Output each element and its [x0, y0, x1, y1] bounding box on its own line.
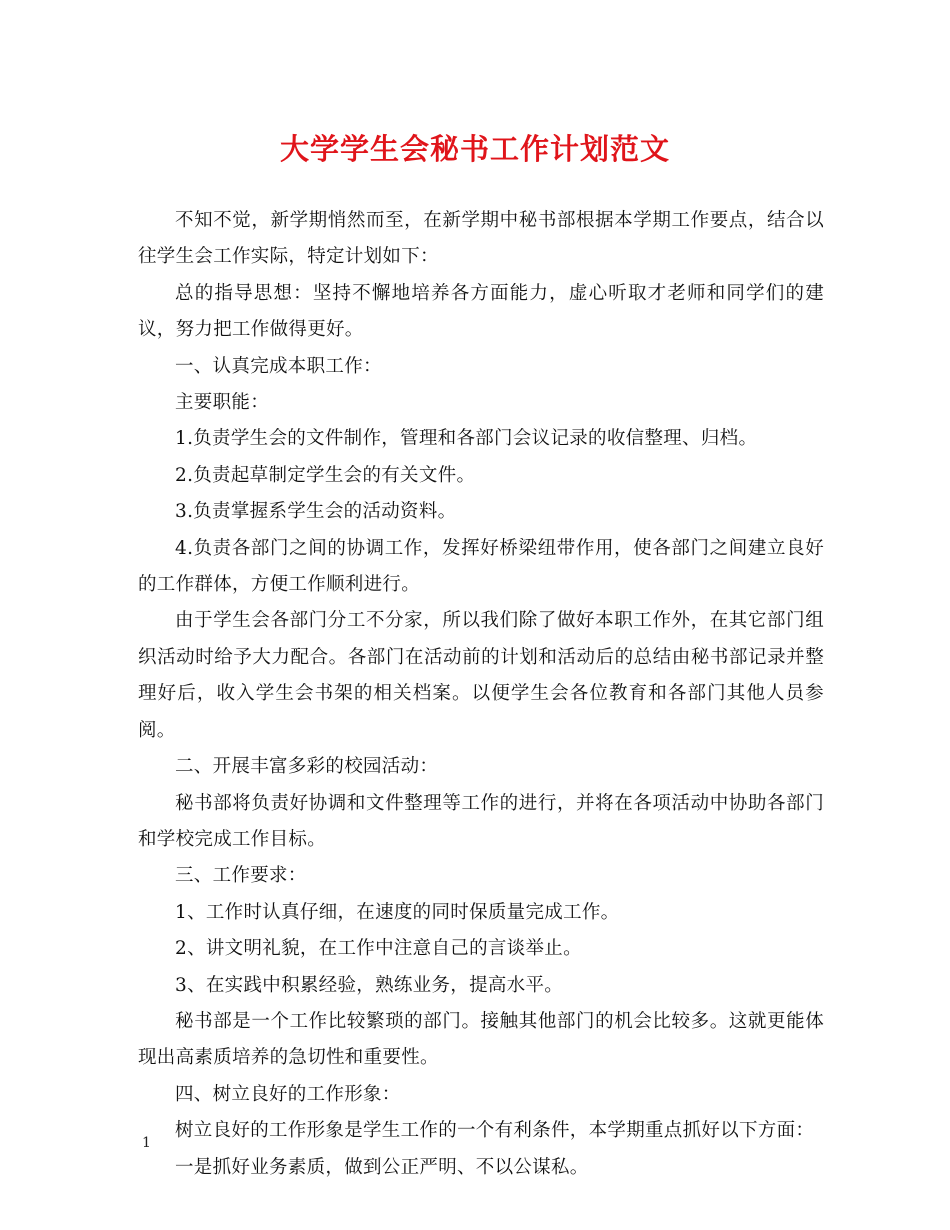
list-item-requirement-2: 2、讲文明礼貌，在工作中注意自己的言谈举止。: [175, 938, 582, 960]
list-item-duty-2: 2.负责起草制定学生会的有关文件。: [175, 464, 476, 486]
paragraph-intro: 不知不觉，新学期悄然而至，在新学期中秘书部根据本学期工作要点，结合以往学生会工作实际，特定计划如下：: [138, 210, 824, 268]
list-item-requirement-1: 1、工作时认真仔细，在速度的同时保质量完成工作。: [175, 901, 620, 923]
list-item-duty-3: 3.负责掌握系学生会的活动资料。: [175, 501, 457, 523]
heading-section-2: 二、开展丰富多彩的校园活动：: [175, 756, 439, 778]
list-item-duty-4: 4.负责各部门之间的协调工作，发挥好桥梁纽带作用，使各部门之间建立良好的工作群体，方便工作顺利进行。: [138, 537, 824, 596]
document-title: 大学学生会秘书工作计划范文: [279, 132, 670, 166]
paragraph-point-1: 一是抓好业务素质，做到公正严明、不以公谋私。: [175, 1156, 589, 1178]
paragraph-cooperation: 由于学生会各部门分工不分家，所以我们除了做好本职工作外，在其它部门组织活动时给予大力配合。各部门在活动前的计划和活动后的总结由秘书部记录并整理好后，收入学生会书架的相关档案。以便学生会各位教育和各部门其他人员参阅。: [138, 610, 824, 741]
paragraph-image: 树立良好的工作形象是学生工作的一个有利条件，本学期重点抓好以下方面：: [175, 1120, 815, 1142]
paragraph-guiding-thought: 总的指导思想：坚持不懈地培养各方面能力，虚心听取才老师和同学们的建议，努力把工作做得更好。: [138, 282, 824, 341]
list-item-requirement-3: 3、在实践中积累经验，熟练业务，提高水平。: [175, 974, 564, 996]
document-body: [138, 203, 824, 1186]
paragraph-activities: 秘书部将负责好协调和文件整理等工作的进行，并将在各项活动中协助各部门和学校完成工作目标。: [138, 792, 824, 850]
paragraph-department-nature: 秘书部是一个工作比较繁琐的部门。接触其他部门的机会比较多。这就更能体现出高素质培养的急切性和重要性。: [138, 1010, 824, 1069]
page-number: 1: [142, 1135, 151, 1151]
heading-section-3: 三、工作要求：: [175, 865, 307, 887]
heading-section-4: 四、树立良好的工作形象：: [175, 1083, 401, 1105]
paragraph-main-duties: 主要职能：: [175, 392, 270, 414]
heading-section-1: 一、认真完成本职工作：: [175, 355, 382, 377]
list-item-duty-1: 1.负责学生会的文件制作，管理和各部门会议记录的收信整理、归档。: [175, 428, 758, 450]
